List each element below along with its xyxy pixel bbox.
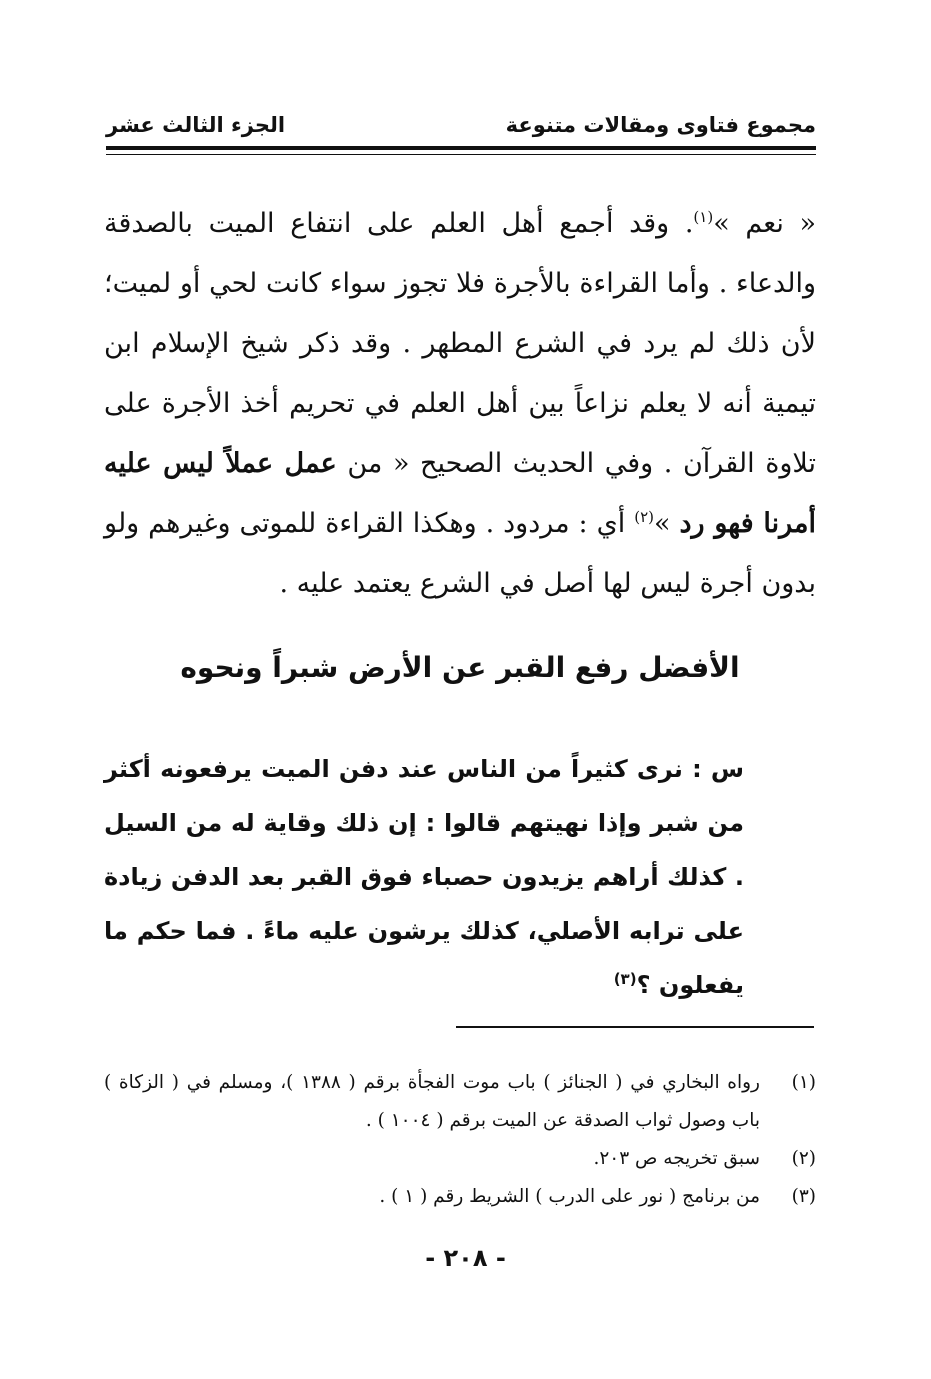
footnote-number: (١) [791, 1072, 816, 1093]
footnotes-list [104, 1064, 816, 1216]
footnote-ref-2: (٢) [634, 508, 654, 526]
footnote-separator [456, 1026, 814, 1028]
footnote-item [104, 1140, 816, 1178]
footnote-ref-1: (١) [693, 208, 714, 226]
answer-continuation: أي : مردود . وهكذا القراءة للموتى وغيرهم ولو بدون أجرة ليس لها أصل في الشرع يعتمد عليه . [104, 508, 816, 599]
running-header [106, 110, 816, 146]
footnote-text: رواه البخاري في ( الجنائز ) باب موت الفجأة برقم ( ١٣٨٨ )، ومسلم في ( الزكاة ) باب وصول ثواب الصدقة عن الميت برقم ( ١٠٠٤ ) . [104, 1072, 760, 1131]
hadith-quote: عمل عملاً ليس عليه أمرنا فهو رد [104, 448, 817, 539]
footnote-ref-3: (٣) [613, 970, 637, 988]
footnote-text: سبق تخريجه ص ٢٠٣. [593, 1148, 760, 1169]
section-heading: الأفضل رفع القبر عن الأرض شبراً ونحوه [180, 651, 740, 684]
header-rule-thin [106, 154, 816, 155]
footnote-item [104, 1064, 816, 1140]
page-number: - ٢٠٨ - [425, 1244, 506, 1272]
volume-label: الجزء الثالث عشر [106, 113, 286, 137]
header-rule [106, 146, 816, 150]
question-paragraph [104, 742, 744, 1012]
book-title: مجموع فتاوى ومقالات متنوعة [505, 113, 816, 137]
footnote-text: من برنامج ( نور على الدرب ) الشريط رقم ( ١ ) . [379, 1186, 760, 1207]
answer-paragraph [104, 194, 816, 614]
footnote-number: (٢) [791, 1148, 816, 1169]
answer-text: . وقد أجمع أهل العلم على انتفاع الميت بالصدقة والدعاء . وأما القراءة بالأجرة فلا تجوز سواء كانت لحي أو لميت؛ لأن ذلك لم يرد في الشرع المطهر . وقد ذكر شيخ الإسلام ابن تيمية أنه لا يعلم نزاعاً بين أهل العلم في تحريم أخذ الأجرة على تلاوة القرآن . وفي الحديث الصحيح « من [104, 208, 816, 479]
footnote-item [104, 1178, 816, 1216]
footnote-number: (٣) [791, 1186, 816, 1207]
answer-opening: « نعم » [713, 208, 816, 239]
question-text: س : نرى كثيراً من الناس عند دفن الميت يرفعونه أكثر من شبر وإذا نهيتهم قالوا : إن ذلك وقاية له من السيل . كذلك أراهم يزيدون حصباء فوق القبر بعد الدفن زيادة على ترابه الأصلي، كذلك يرشون عليه ماءً . فما حكم ما يفعلون ؟ [104, 755, 744, 999]
hadith-close: » [654, 508, 671, 539]
